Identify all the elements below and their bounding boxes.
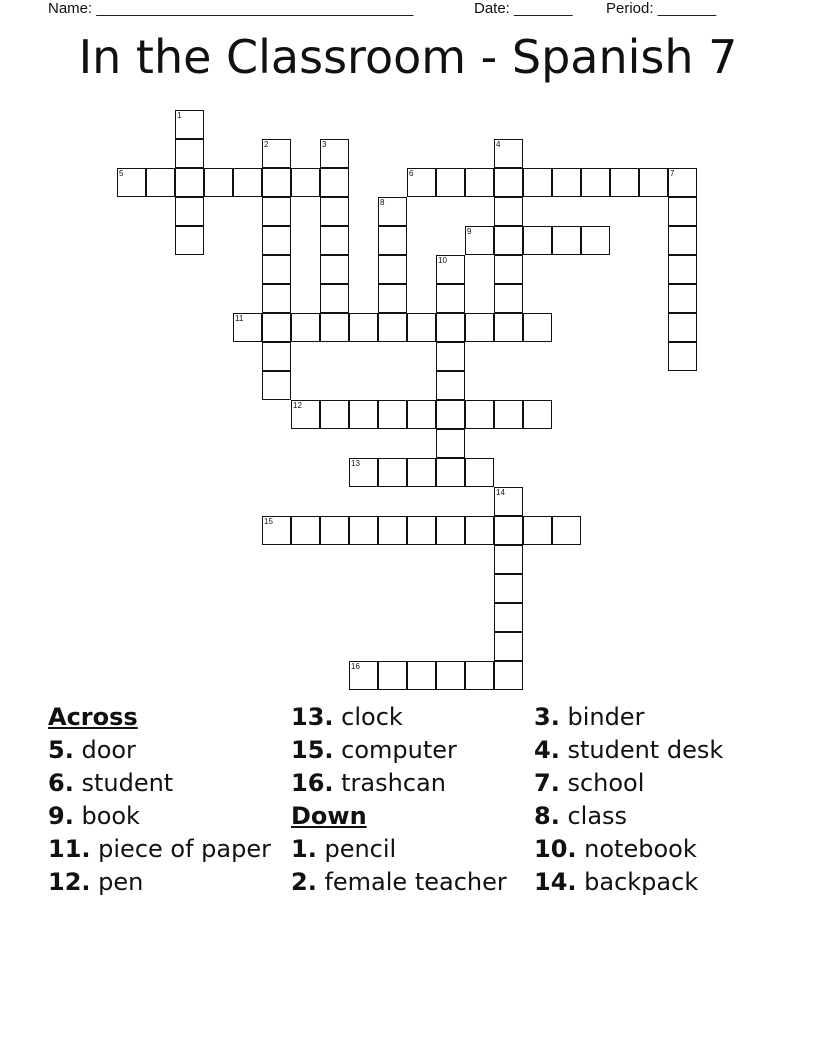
grid-cell[interactable] <box>407 400 436 429</box>
clue-text: door <box>73 736 136 764</box>
grid-cell[interactable] <box>378 255 407 284</box>
grid-cell[interactable] <box>407 458 436 487</box>
grid-cell[interactable] <box>320 284 349 313</box>
grid-cell[interactable] <box>378 226 407 255</box>
clue-item <box>534 703 794 731</box>
grid-cell[interactable] <box>378 400 407 429</box>
clue-column-2 <box>291 703 521 901</box>
grid-cell[interactable] <box>320 168 349 197</box>
grid-cell[interactable] <box>436 168 465 197</box>
grid-cell[interactable] <box>320 197 349 226</box>
grid-cell[interactable] <box>668 313 697 342</box>
clue-number-label: 11. <box>48 835 91 863</box>
grid-cell[interactable] <box>436 400 465 429</box>
clue-text: student <box>73 769 174 797</box>
grid-cell[interactable] <box>436 371 465 400</box>
clue-number: 13 <box>351 459 360 468</box>
grid-cell[interactable] <box>349 516 378 545</box>
clue-item <box>291 736 521 764</box>
clue-number: 7 <box>670 169 675 178</box>
grid-cell[interactable] <box>494 197 523 226</box>
grid-cell[interactable] <box>581 226 610 255</box>
grid-cell[interactable] <box>552 168 581 197</box>
grid-cell[interactable] <box>465 313 494 342</box>
grid-cell[interactable] <box>175 226 204 255</box>
clue-number-label: 15. <box>291 736 334 764</box>
grid-cell[interactable] <box>494 516 523 545</box>
grid-cell[interactable] <box>262 342 291 371</box>
grid-cell[interactable] <box>175 168 204 197</box>
grid-cell[interactable] <box>523 516 552 545</box>
grid-cell[interactable] <box>349 313 378 342</box>
clue-text: female teacher <box>316 868 507 896</box>
grid-cell[interactable] <box>610 168 639 197</box>
clue-item <box>291 835 521 863</box>
clue-number-label: 1. <box>291 835 317 863</box>
clue-text: trashcan <box>333 769 446 797</box>
clue-number: 15 <box>264 517 273 526</box>
grid-cell[interactable] <box>436 516 465 545</box>
clue-item <box>48 802 278 830</box>
grid-cell[interactable] <box>639 168 668 197</box>
clue-text: binder <box>559 703 645 731</box>
clue-text: backpack <box>576 868 699 896</box>
grid-cell[interactable] <box>494 574 523 603</box>
clue-number: 1 <box>177 111 182 120</box>
grid-cell[interactable] <box>407 661 436 690</box>
grid-cell[interactable] <box>581 168 610 197</box>
grid-cell[interactable] <box>378 284 407 313</box>
grid-cell[interactable] <box>320 516 349 545</box>
clue-number-label: 3. <box>534 703 560 731</box>
clue-item <box>534 868 794 896</box>
grid-cell[interactable] <box>291 516 320 545</box>
clue-number: 6 <box>409 169 414 178</box>
grid-cell[interactable] <box>494 400 523 429</box>
grid-cell[interactable] <box>407 516 436 545</box>
grid-cell[interactable] <box>262 226 291 255</box>
grid-cell[interactable] <box>494 255 523 284</box>
grid-cell[interactable] <box>320 255 349 284</box>
clue-text: pen <box>90 868 144 896</box>
clue-text: pencil <box>316 835 397 863</box>
clue-text: school <box>559 769 645 797</box>
clue-text: class <box>559 802 628 830</box>
clue-number: 3 <box>322 140 327 149</box>
clue-number-label: 12. <box>48 868 91 896</box>
clue-number-label: 7. <box>534 769 560 797</box>
clue-text: piece of paper <box>90 835 271 863</box>
grid-cell[interactable] <box>175 197 204 226</box>
clue-item <box>48 736 278 764</box>
grid-cell[interactable] <box>494 545 523 574</box>
clue-number: 4 <box>496 140 501 149</box>
clue-number-label: 9. <box>48 802 74 830</box>
clue-item <box>291 769 521 797</box>
clue-number: 12 <box>293 401 302 410</box>
grid-cell[interactable] <box>291 313 320 342</box>
grid-cell[interactable] <box>436 661 465 690</box>
grid-cell[interactable] <box>523 226 552 255</box>
clue-item <box>48 769 278 797</box>
grid-cell[interactable] <box>378 313 407 342</box>
grid-cell[interactable] <box>465 400 494 429</box>
clue-number: 8 <box>380 198 385 207</box>
grid-cell[interactable] <box>494 226 523 255</box>
grid-cell[interactable] <box>494 661 523 690</box>
grid-cell[interactable] <box>146 168 175 197</box>
across-heading: Across <box>48 703 138 731</box>
grid-cell[interactable] <box>668 226 697 255</box>
grid-cell[interactable] <box>320 313 349 342</box>
grid-cell[interactable] <box>204 168 233 197</box>
grid-cell[interactable] <box>407 313 436 342</box>
grid-cell[interactable] <box>262 371 291 400</box>
page-title: In the Classroom - Spanish 7 <box>78 30 738 84</box>
clue-number-label: 13. <box>291 703 334 731</box>
clue-item <box>291 703 521 731</box>
clue-item <box>534 802 794 830</box>
clue-column-3 <box>534 703 794 901</box>
date-field[interactable]: Date: _______ <box>474 0 573 17</box>
grid-cell[interactable] <box>523 400 552 429</box>
grid-cell[interactable] <box>349 400 378 429</box>
clue-item <box>534 835 794 863</box>
clue-number: 16 <box>351 662 360 671</box>
grid-cell[interactable] <box>436 429 465 458</box>
clue-number: 9 <box>467 227 472 236</box>
clue-number-label: 16. <box>291 769 334 797</box>
grid-cell[interactable] <box>233 168 262 197</box>
clue-column-1 <box>48 703 278 901</box>
clue-number: 11 <box>235 314 244 323</box>
grid-cell[interactable] <box>262 313 291 342</box>
grid-cell[interactable] <box>320 400 349 429</box>
name-field[interactable]: Name: ______________________________________ <box>48 0 414 17</box>
grid-cell[interactable] <box>552 516 581 545</box>
grid-cell[interactable] <box>494 168 523 197</box>
clue-number-label: 14. <box>534 868 577 896</box>
clue-item <box>534 736 794 764</box>
grid-cell[interactable] <box>175 139 204 168</box>
clue-number-label: 8. <box>534 802 560 830</box>
grid-cell[interactable] <box>436 284 465 313</box>
clue-text: book <box>73 802 140 830</box>
grid-cell[interactable] <box>668 342 697 371</box>
clue-number: 14 <box>496 488 505 497</box>
grid-cell[interactable] <box>291 168 320 197</box>
grid-cell[interactable] <box>262 168 291 197</box>
grid-cell[interactable] <box>465 458 494 487</box>
clue-text: computer <box>333 736 457 764</box>
clue-text: notebook <box>576 835 697 863</box>
grid-cell[interactable] <box>523 313 552 342</box>
grid-cell[interactable] <box>465 168 494 197</box>
grid-cell[interactable] <box>436 342 465 371</box>
clue-text: clock <box>333 703 403 731</box>
clue-number: 2 <box>264 140 269 149</box>
grid-cell[interactable] <box>378 661 407 690</box>
clue-item <box>534 769 794 797</box>
grid-cell[interactable] <box>262 284 291 313</box>
down-heading: Down <box>291 802 367 830</box>
grid-cell[interactable] <box>552 226 581 255</box>
clue-number: 10 <box>438 256 447 265</box>
clue-number-label: 4. <box>534 736 560 764</box>
grid-cell[interactable] <box>262 255 291 284</box>
grid-cell[interactable] <box>465 516 494 545</box>
clue-number-label: 6. <box>48 769 74 797</box>
grid-cell[interactable] <box>378 458 407 487</box>
grid-cell[interactable] <box>668 255 697 284</box>
clue-number-label: 10. <box>534 835 577 863</box>
clue-item <box>48 835 278 863</box>
grid-cell[interactable] <box>494 632 523 661</box>
grid-cell[interactable] <box>494 313 523 342</box>
grid-cell[interactable] <box>668 197 697 226</box>
grid-cell[interactable] <box>523 168 552 197</box>
grid-cell[interactable] <box>320 226 349 255</box>
grid-cell[interactable] <box>494 603 523 632</box>
grid-cell[interactable] <box>668 284 697 313</box>
grid-cell[interactable] <box>494 284 523 313</box>
clue-number-label: 5. <box>48 736 74 764</box>
clue-number-label: 2. <box>291 868 317 896</box>
clue-number: 5 <box>119 169 124 178</box>
grid-cell[interactable] <box>436 458 465 487</box>
grid-cell[interactable] <box>378 516 407 545</box>
clue-text: student desk <box>559 736 724 764</box>
clue-item <box>291 868 521 896</box>
grid-cell[interactable] <box>465 661 494 690</box>
grid-cell[interactable] <box>262 197 291 226</box>
period-field[interactable]: Period: _______ <box>606 0 717 17</box>
clue-item <box>48 868 278 896</box>
grid-cell[interactable] <box>436 313 465 342</box>
